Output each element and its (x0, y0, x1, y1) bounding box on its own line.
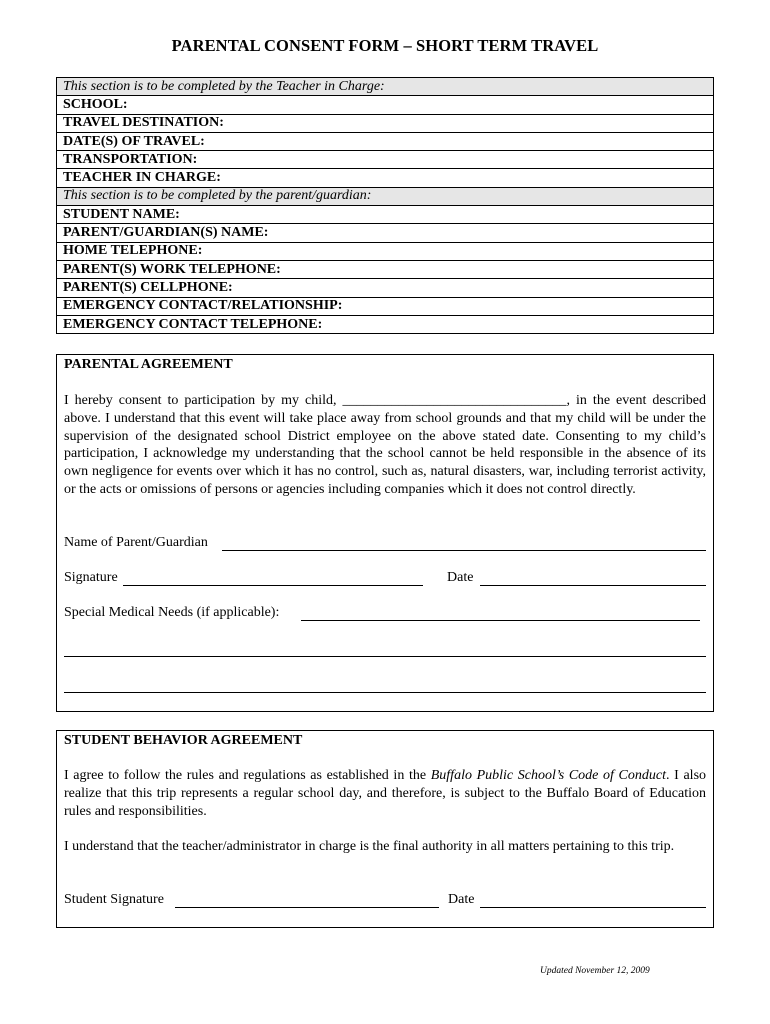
consent-text-start: I hereby consent to participation by my child, (64, 393, 337, 408)
transportation-field[interactable] (57, 151, 714, 169)
travel-destination-field[interactable] (57, 114, 714, 132)
student-date-label: Date (448, 892, 475, 907)
emergency-contact-relationship-field[interactable] (57, 297, 714, 315)
behavior-agreement-heading: STUDENT BEHAVIOR AGREEMENT (64, 733, 303, 748)
travel-dates-field[interactable] (57, 132, 714, 150)
behavior-agreement-box (56, 730, 714, 928)
teacher-in-charge-field[interactable] (57, 169, 714, 187)
date-line[interactable] (480, 585, 706, 586)
signature-row (64, 570, 706, 588)
parent-guardian-name-field[interactable] (57, 224, 714, 242)
date-label: Date (447, 570, 474, 585)
child-name-blank[interactable]: ________________________________ (342, 393, 567, 408)
parental-agreement-heading: PARENTAL AGREEMENT (64, 357, 233, 372)
parental-agreement-box (56, 354, 714, 712)
code-of-conduct-title: Buffalo Public School’s Code of Conduct (430, 768, 667, 783)
field-label: TRANSPORTATION: (57, 151, 714, 169)
field-label: TRAVEL DESTINATION: (57, 114, 714, 132)
parent-name-line[interactable] (222, 550, 706, 551)
student-signature-label: Student Signature (64, 892, 164, 907)
school-field[interactable] (57, 96, 714, 114)
behavior-text-start: I agree to follow the rules and regulations as established in the (64, 768, 427, 783)
home-telephone-field[interactable] (57, 242, 714, 260)
medical-needs-row (64, 605, 706, 623)
emergency-contact-telephone-field[interactable] (57, 315, 714, 333)
student-signature-row (64, 892, 706, 910)
field-label: TEACHER IN CHARGE: (57, 169, 714, 187)
field-label: PARENT/GUARDIAN(S) NAME: (57, 224, 714, 242)
behavior-paragraph-1 (64, 767, 706, 820)
parent-name-label: Name of Parent/Guardian (64, 535, 208, 550)
field-label: PARENT(S) WORK TELEPHONE: (57, 260, 714, 278)
medical-needs-line[interactable] (301, 620, 700, 621)
parent-name-row (64, 535, 706, 553)
field-label: EMERGENCY CONTACT/RELATIONSHIP: (57, 297, 714, 315)
medical-needs-extra-line-2[interactable] (64, 692, 706, 693)
updated-date-footer: Updated November 12, 2009 (540, 966, 650, 976)
section-label: This section is to be completed by the Teacher in Charge: (57, 78, 714, 96)
field-label: SCHOOL: (57, 96, 714, 114)
info-table (56, 77, 714, 334)
student-signature-line[interactable] (175, 907, 439, 908)
medical-needs-label: Special Medical Needs (if applicable): (64, 605, 280, 620)
behavior-paragraph-2: I understand that the teacher/administrator in charge is the final authority in all matters pertaining to this trip. (64, 839, 675, 854)
consent-text-rest: , in the event described above. I understand that this event will take place away from school grounds and that my child will be under the supervision of the designated school District employee on the above stated date. Consenting to my child’s participation, I acknowledge my understanding that the school cannot be held responsible in the absence of its own negligence for events over which it has no control, such as, natural disasters, war, including terrorist activity, or the acts or omissions of persons or agencies including companies which it does not control directly. (64, 393, 706, 497)
work-telephone-field[interactable] (57, 260, 714, 278)
student-name-field[interactable] (57, 206, 714, 224)
consent-paragraph (64, 392, 706, 499)
signature-label: Signature (64, 570, 118, 585)
field-label: DATE(S) OF TRAVEL: (57, 132, 714, 150)
form-title: PARENTAL CONSENT FORM – SHORT TERM TRAVEL (171, 36, 599, 55)
cellphone-field[interactable] (57, 279, 714, 297)
parent-section-header (57, 187, 714, 205)
field-label: STUDENT NAME: (57, 206, 714, 224)
signature-line[interactable] (123, 585, 423, 586)
teacher-section-header (57, 78, 714, 96)
behavior-text-rest: . I also realize that this trip represents a regular school day, and therefore, is subject to the Buffalo Board of Education rules and responsibilities. (64, 768, 707, 819)
section-label: This section is to be completed by the parent/guardian: (57, 187, 714, 205)
field-label: HOME TELEPHONE: (57, 242, 714, 260)
student-date-line[interactable] (480, 907, 706, 908)
field-label: PARENT(S) CELLPHONE: (57, 279, 714, 297)
medical-needs-extra-line-1[interactable] (64, 656, 706, 657)
field-label: EMERGENCY CONTACT TELEPHONE: (57, 315, 714, 333)
